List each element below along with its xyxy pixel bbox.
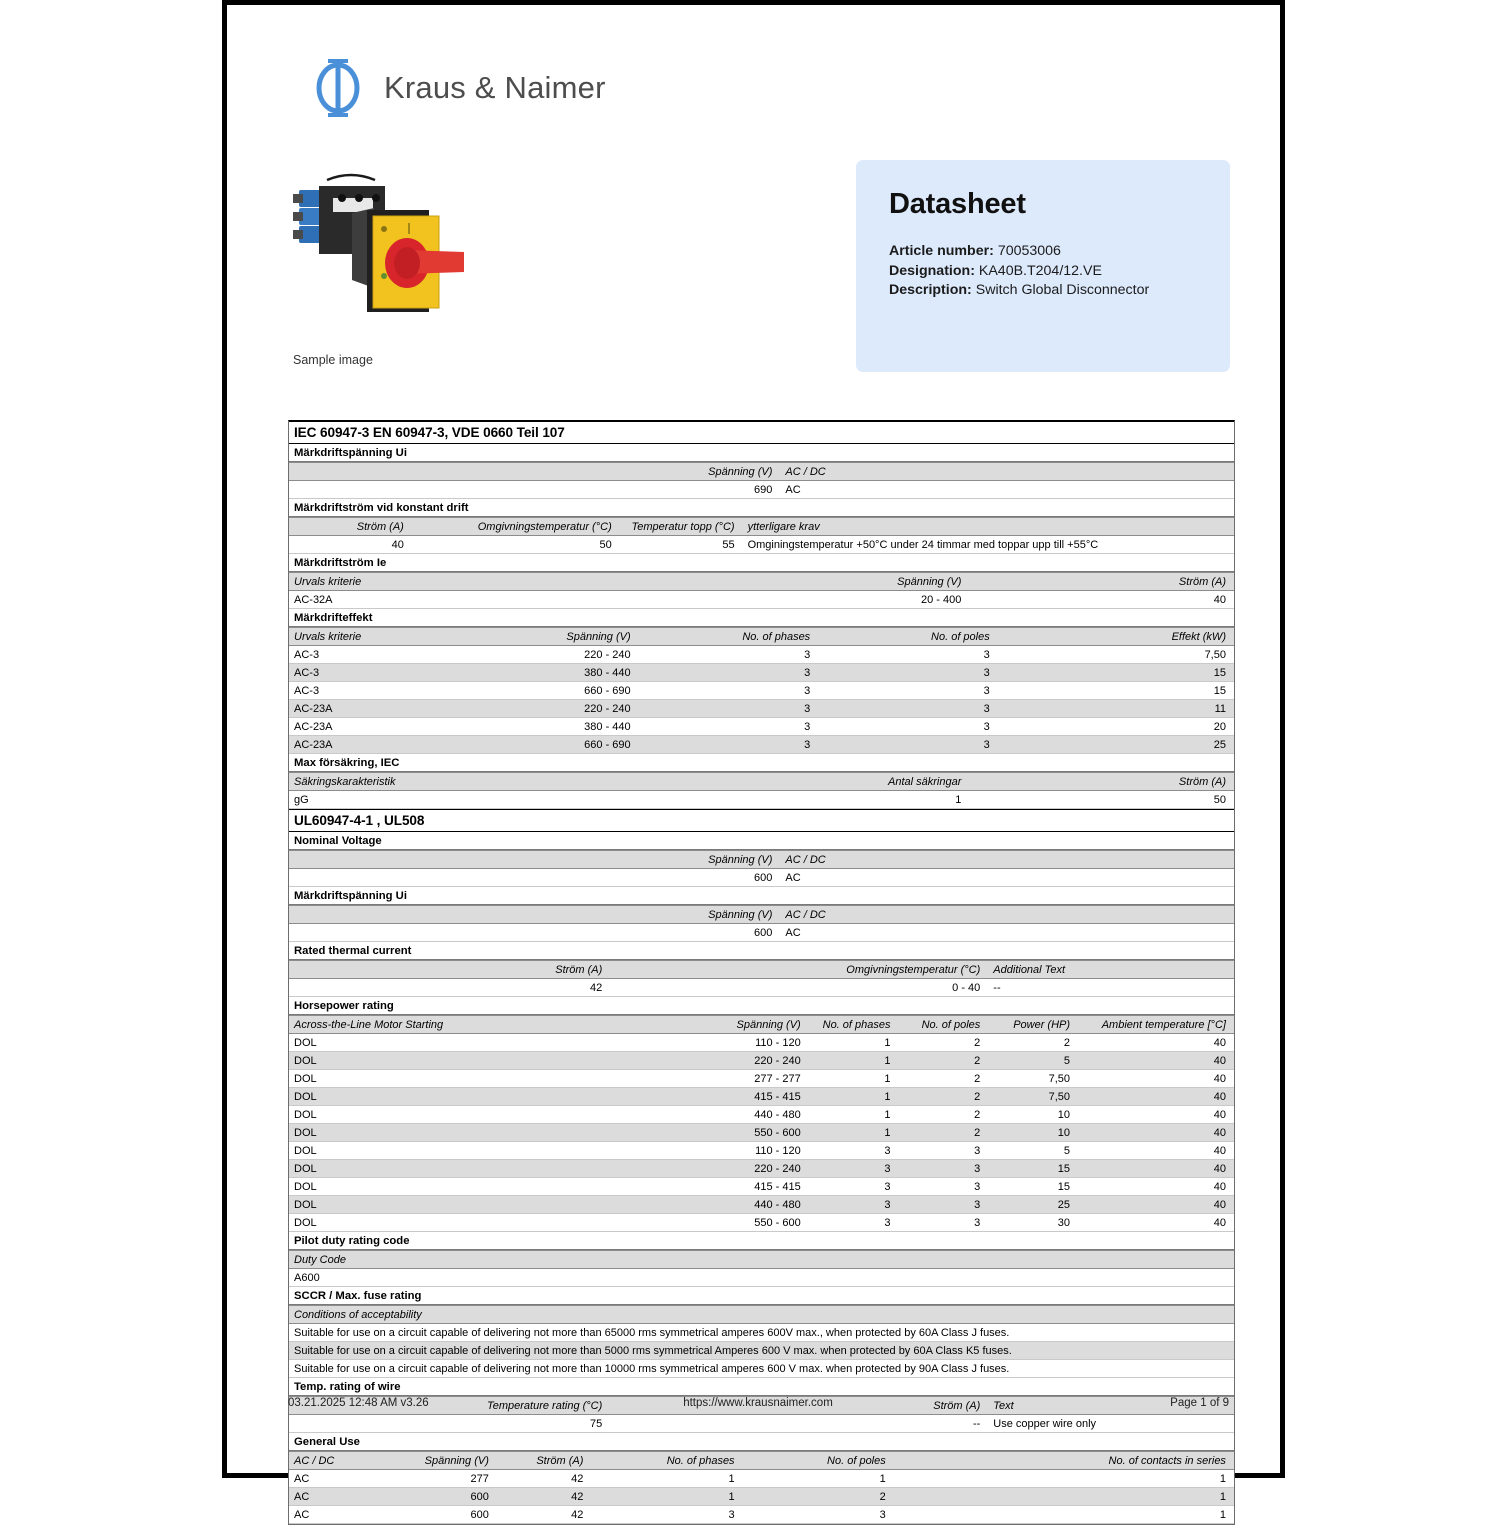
column-header: No. of poles [827,1454,886,1467]
table-cell: DOL [294,1054,317,1067]
table-cell: 600 [470,1508,489,1521]
table-cell: AC-23A [294,702,333,715]
table-row [289,646,1234,664]
table-cell: 3 [974,1216,981,1229]
table-cell: 15 [1213,684,1226,697]
table-header-row [289,517,1234,536]
table-cell: AC [785,871,801,884]
table-cell: 40 [1213,1054,1226,1067]
table-cell: 2 [974,1108,981,1121]
table-cell: 50 [1213,793,1226,806]
datasheet-fields [889,242,1230,301]
table-cell: 415 - 415 [754,1180,801,1193]
table-cell: AC [294,1490,310,1503]
table-cell: AC-3 [294,684,320,697]
table-cell: 3 [983,702,990,715]
table-cell: 30 [1057,1216,1071,1229]
table-cell: AC [294,1472,310,1485]
table-header-row [289,627,1234,646]
table-header-row [289,1305,1234,1324]
table-cell: 40 [1213,1036,1226,1049]
table-header-row [289,905,1234,924]
field-label: Description: [889,282,972,298]
table-cell: 550 - 600 [754,1216,801,1229]
table-header-row [289,1015,1234,1034]
column-header: Additional Text [993,963,1066,976]
table-cell: 3 [983,684,990,697]
column-header: Urvals kriterie [294,575,362,588]
table-cell: 1 [955,793,962,806]
table-cell: 7,50 [1048,1072,1071,1085]
table-cell: Use copper wire only [993,1417,1097,1430]
table-cell: 690 [754,483,773,496]
table-cell: 40 [391,538,404,551]
column-header: Spänning (V) [708,465,773,478]
table-cell: 1 [884,1126,891,1139]
table-cell: 40 [1213,1216,1226,1229]
table-cell: 1 [884,1072,891,1085]
table-cell: 15 [1057,1180,1071,1193]
column-header: Duty Code [294,1253,346,1266]
table-cell: 220 - 240 [584,648,631,661]
table-row [289,869,1234,887]
table-cell: 40 [1213,1108,1226,1121]
field-label: Article number: [889,243,994,259]
table-cell: Suitable for use on a circuit capable of delivering not more than 65000 rms symmetrical amperes 600V max., when protected by 60A Class J fuses. [294,1326,1010,1339]
table-cell: 2 [974,1054,981,1067]
table-cell: 550 - 600 [754,1126,801,1139]
footer-pagenum: Page 1 of 9 [1170,1397,1229,1409]
table-cell: 220 - 240 [754,1054,801,1067]
column-header: Spänning (V) [897,575,962,588]
table-header-row [289,772,1234,791]
table-cell: DOL [294,1144,317,1157]
column-header: Urvals kriterie [294,630,362,643]
table-cell: 2 [974,1036,981,1049]
block-subtitle: SCCR / Max. fuse rating [289,1287,1234,1305]
table-cell: 2 [974,1126,981,1139]
block-subtitle: Nominal Voltage [289,832,1234,850]
table-cell: -- [972,1417,981,1430]
brand-name: Kraus & Naimer [384,70,606,105]
table-cell: AC [785,926,801,939]
column-header: Text [993,1399,1014,1412]
table-cell: 380 - 440 [584,666,631,679]
section-title: IEC 60947-3 EN 60947-3, VDE 0660 Teil 107 [289,421,1234,444]
table-cell: Suitable for use on a circuit capable of delivering not more than 5000 rms symmetrical Amperes 600 V max. when protected by 60A Class K5 fuses. [294,1344,1012,1357]
table-cell: AC [294,1508,310,1521]
table-cell: 3 [804,720,811,733]
table-cell: 220 - 240 [754,1162,801,1175]
table-cell: 3 [884,1216,891,1229]
table-cell: AC-23A [294,738,333,751]
table-cell: DOL [294,1162,317,1175]
column-header: Ambient temperature [°C] [1101,1018,1226,1031]
block-subtitle: Rated thermal current [289,942,1234,960]
column-header: Antal säkringar [888,775,962,788]
table-cell: 1 [1219,1490,1226,1503]
table-cell: 42 [571,1472,584,1485]
block-subtitle: Märkdriftström vid konstant drift [289,499,1234,517]
table-cell: 3 [804,666,811,679]
column-header: AC / DC [785,853,826,866]
table-cell: 220 - 240 [584,702,631,715]
table-row [289,1415,1234,1433]
table-cell: 1 [884,1108,891,1121]
table-cell: 277 [470,1472,489,1485]
table-cell: AC-3 [294,648,320,661]
field-designation [889,262,1230,282]
table-row [289,1342,1234,1360]
column-header: Ström (A) [555,963,603,976]
table-cell: 25 [1057,1198,1071,1211]
table-cell: 5 [1063,1144,1071,1157]
table-row [289,1034,1234,1052]
table-row [289,591,1234,609]
table-cell: 110 - 120 [755,1036,801,1049]
column-header: Ström (A) [536,1454,584,1467]
table-cell: 2 [974,1072,981,1085]
table-row [289,682,1234,700]
table-cell: Omginingstemperatur +50°C under 24 timmar med toppar upp till +55°C [747,538,1099,551]
column-header: No. of phases [742,630,811,643]
table-cell: -- [993,981,1001,994]
table-cell: 15 [1213,666,1226,679]
table-cell: 440 - 480 [754,1198,801,1211]
table-cell: 3 [804,648,811,661]
column-header: Temperatur topp (°C) [631,520,735,533]
table-header-row [289,1250,1234,1269]
table-cell: 3 [974,1180,981,1193]
product-image [289,168,504,336]
column-header: Säkringskarakteristik [294,775,396,788]
column-header: Effekt (kW) [1171,630,1226,643]
table-row [289,1214,1234,1232]
table-cell: 660 - 690 [584,684,631,697]
table-cell: 7,50 [1204,648,1226,661]
table-header-row [289,462,1234,481]
table-cell: 5 [1063,1054,1071,1067]
column-header: No. of phases [822,1018,891,1031]
table-cell: 3 [804,738,811,751]
table-cell: 40 [1213,1090,1226,1103]
table-row [289,736,1234,754]
block-subtitle: Märkdriftström Ie [289,554,1234,572]
table-row [289,1196,1234,1214]
column-header: Omgivningstemperatur (°C) [846,963,981,976]
table-cell: 110 - 120 [755,1144,801,1157]
column-header: No. of phases [666,1454,735,1467]
table-cell: 3 [974,1144,981,1157]
specification-table [288,420,1235,1525]
table-row [289,536,1234,554]
table-cell: 1 [884,1090,891,1103]
table-cell: AC [785,483,801,496]
block-subtitle: Märkdrifteffekt [289,609,1234,627]
table-cell: DOL [294,1090,317,1103]
column-header: Spänning (V) [736,1018,801,1031]
table-cell: 20 [1213,720,1226,733]
table-cell: 3 [983,720,990,733]
document-page [222,0,1285,1521]
table-cell: 277 - 277 [754,1072,801,1085]
table-cell: 415 - 415 [754,1090,801,1103]
table-cell: 25 [1213,738,1226,751]
block-subtitle: Max försäkring, IEC [289,754,1234,772]
table-cell: 3 [884,1162,891,1175]
table-cell: 1 [879,1472,886,1485]
table-cell: 2 [974,1090,981,1103]
datasheet-title: Datasheet [889,188,1026,220]
table-cell: 2 [879,1490,886,1503]
table-row [289,1488,1234,1506]
field-value: 70053006 [997,243,1061,259]
table-cell: 42 [571,1490,584,1503]
table-row [289,1360,1234,1378]
table-row [289,1052,1234,1070]
field-value: KA40B.T204/12.VE [978,262,1102,279]
table-cell: 42 [571,1508,584,1521]
block-subtitle: Märkdriftspänning Ui [289,444,1234,462]
table-cell: Suitable for use on a circuit capable of delivering not more than 10000 rms symmetrical amperes 600 V max. when protected by 90A Class J fuses. [294,1362,1010,1375]
column-header: Ström (A) [1178,575,1226,588]
table-cell: 3 [728,1508,735,1521]
table-cell: 3 [884,1180,891,1193]
table-cell: 15 [1057,1162,1071,1175]
column-header: Spänning (V) [566,630,631,643]
field-description [889,281,1230,301]
table-cell: AC-23A [294,720,333,733]
table-cell: 3 [884,1144,891,1157]
table-cell: 40 [1213,1144,1226,1157]
table-row [289,1088,1234,1106]
table-cell: 40 [1213,1126,1226,1139]
table-row [289,700,1234,718]
table-cell: 600 [470,1490,489,1503]
datasheet-info-box [856,160,1230,372]
table-row [289,1070,1234,1088]
block-subtitle: Temp. rating of wire [289,1378,1234,1396]
table-cell: 10 [1057,1126,1071,1139]
table-cell: 2 [1063,1036,1071,1049]
column-header: Spänning (V) [708,853,773,866]
table-cell: DOL [294,1198,317,1211]
table-cell: 40 [1213,1198,1226,1211]
table-cell: AC-3 [294,666,320,679]
table-cell: 3 [983,738,990,751]
table-cell: 380 - 440 [584,720,631,733]
table-cell: AC-32A [294,593,333,606]
table-cell: 600 [754,926,773,939]
table-cell: 11 [1214,702,1226,715]
table-cell: 3 [884,1198,891,1211]
table-header-row [289,1451,1234,1470]
sample-image-caption: Sample image [293,353,373,367]
table-cell: DOL [294,1216,317,1229]
table-cell: 1 [884,1036,891,1049]
table-cell: 3 [983,648,990,661]
table-cell: 3 [983,666,990,679]
column-header: AC / DC [785,465,826,478]
table-cell: 0 - 40 [952,981,981,994]
column-header: ytterligare krav [747,520,820,533]
column-header: Power (HP) [1013,1018,1071,1031]
table-header-row [289,572,1234,591]
table-cell: 1 [1219,1508,1226,1521]
table-row [289,791,1234,809]
table-row [289,1106,1234,1124]
table-row [289,481,1234,499]
column-header: Conditions of acceptability [294,1308,422,1321]
block-subtitle: Märkdriftspänning Ui [289,887,1234,905]
table-cell: 50 [599,538,612,551]
table-row [289,1160,1234,1178]
table-cell: 42 [590,981,603,994]
table-cell: DOL [294,1108,317,1121]
table-row [289,664,1234,682]
table-row [289,924,1234,942]
table-header-row [289,850,1234,869]
column-header: Ström (A) [933,1399,981,1412]
column-header: Spänning (V) [424,1454,489,1467]
column-header: Ström (A) [1178,775,1226,788]
field-value: Switch Global Disconnector [975,282,1150,298]
table-row [289,979,1234,997]
table-cell: DOL [294,1126,317,1139]
table-cell: 3 [804,702,811,715]
field-article-number [889,242,1230,262]
table-cell: 1 [884,1054,891,1067]
block-subtitle: General Use [289,1433,1234,1451]
block-subtitle: Horsepower rating [289,997,1234,1015]
table-cell: 3 [804,684,811,697]
table-row [289,1142,1234,1160]
brand-header [310,57,606,119]
table-cell: DOL [294,1072,317,1085]
table-row [289,1124,1234,1142]
table-cell: DOL [294,1036,317,1049]
column-header: Temperature rating (°C) [487,1399,603,1412]
table-cell: 40 [1213,1162,1226,1175]
table-cell: 10 [1057,1108,1071,1121]
table-row [289,1269,1234,1287]
column-header: AC / DC [294,1454,335,1467]
table-row [289,718,1234,736]
footer-timestamp: 03.21.2025 12:48 AM v3.26 [288,1397,429,1409]
table-cell: 440 - 480 [754,1108,801,1121]
column-header: No. of poles [931,630,990,643]
table-header-row [289,960,1234,979]
column-header: Spänning (V) [708,908,773,921]
column-header: Across-the-Line Motor Starting [294,1018,444,1031]
column-header: No. of contacts in series [1108,1454,1226,1467]
table-cell: 75 [590,1417,603,1430]
table-cell: 55 [722,538,735,551]
phi-logo-icon [310,57,366,119]
table-cell: 1 [728,1490,735,1503]
table-cell: DOL [294,1180,317,1193]
page-footer [288,1397,1235,1409]
table-row [289,1506,1234,1524]
table-cell: 3 [974,1162,981,1175]
block-subtitle: Pilot duty rating code [289,1232,1234,1250]
table-cell: 600 [754,871,773,884]
column-header: No. of poles [921,1018,981,1031]
table-cell: 660 - 690 [584,738,631,751]
table-cell: 3 [879,1508,886,1521]
table-cell: 3 [974,1198,981,1211]
table-row [289,1324,1234,1342]
footer-url[interactable]: https://www.krausnaimer.com [683,1397,833,1409]
table-cell: 1 [1219,1472,1226,1485]
table-cell: 40 [1213,593,1226,606]
table-cell: A600 [294,1271,320,1284]
table-cell: 7,50 [1048,1090,1071,1103]
table-cell: gG [294,793,309,806]
column-header: Ström (A) [356,520,404,533]
table-cell: 1 [728,1472,735,1485]
section-title: UL60947-4-1 , UL508 [289,809,1234,832]
table-row [289,1178,1234,1196]
table-row [289,1470,1234,1488]
field-label: Designation: [889,262,975,279]
column-header: AC / DC [785,908,826,921]
table-cell: 20 - 400 [921,593,962,606]
table-cell: 40 [1213,1072,1226,1085]
column-header: Omgivningstemperatur (°C) [477,520,612,533]
table-cell: 40 [1213,1180,1226,1193]
